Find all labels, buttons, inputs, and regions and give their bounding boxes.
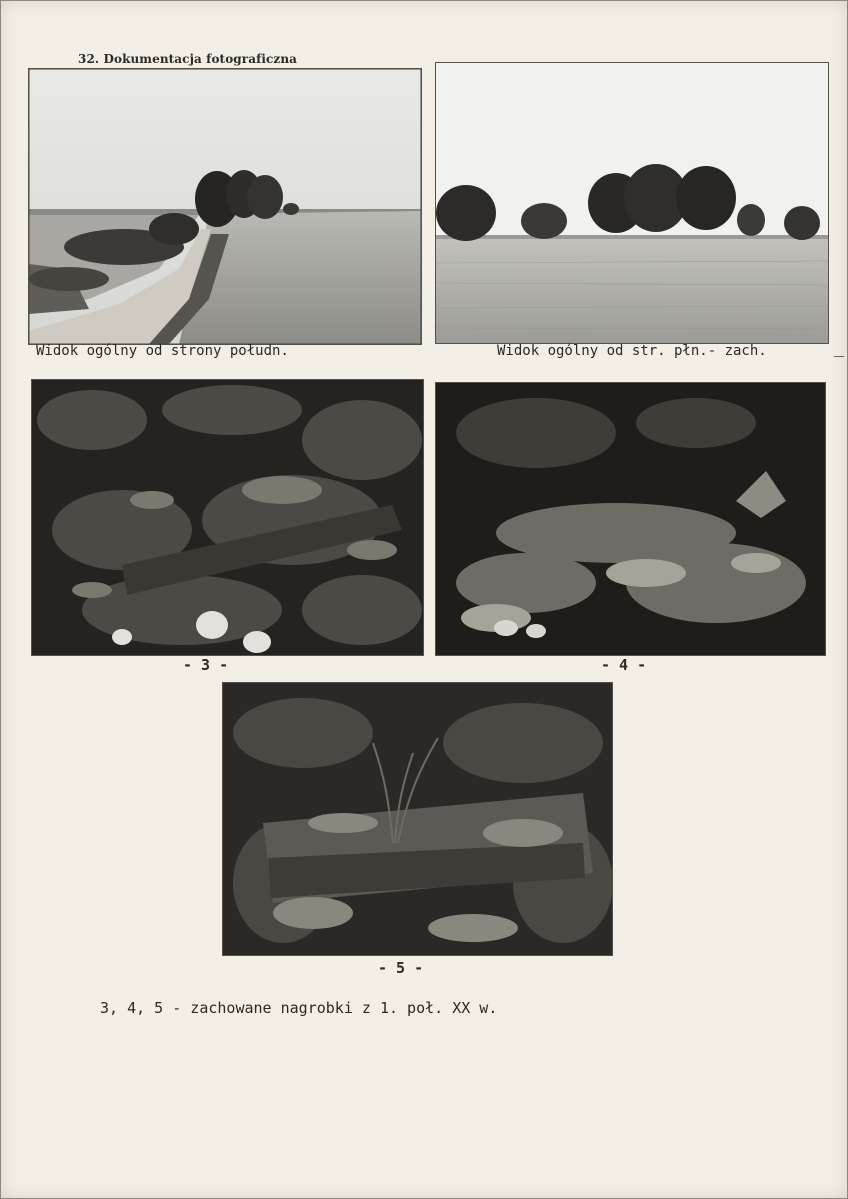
page-title: 32. Dokumentacja fotograficzna: [78, 52, 298, 66]
photo-3-grave: [31, 379, 424, 656]
photo-4-number: - 4 -: [601, 656, 647, 674]
photo-3-number: - 3 -: [183, 656, 229, 674]
photo-2-caption: Widok ogólny od str. płn.- zach.: [497, 343, 767, 359]
footnote: 3, 4, 5 - zachowane nagrobki z 1. poł. XX w.: [100, 999, 498, 1017]
photo-1-caption: Widok ogólny od strony połudn.: [36, 343, 289, 359]
photo-5-number: - 5 -: [378, 959, 424, 977]
margin-mark: [834, 356, 844, 357]
photo-4-grave: [435, 382, 826, 656]
photo-5-grave: [222, 682, 613, 956]
photo-1-field-road: [28, 68, 422, 345]
photo-2-field-trees: [435, 62, 829, 344]
